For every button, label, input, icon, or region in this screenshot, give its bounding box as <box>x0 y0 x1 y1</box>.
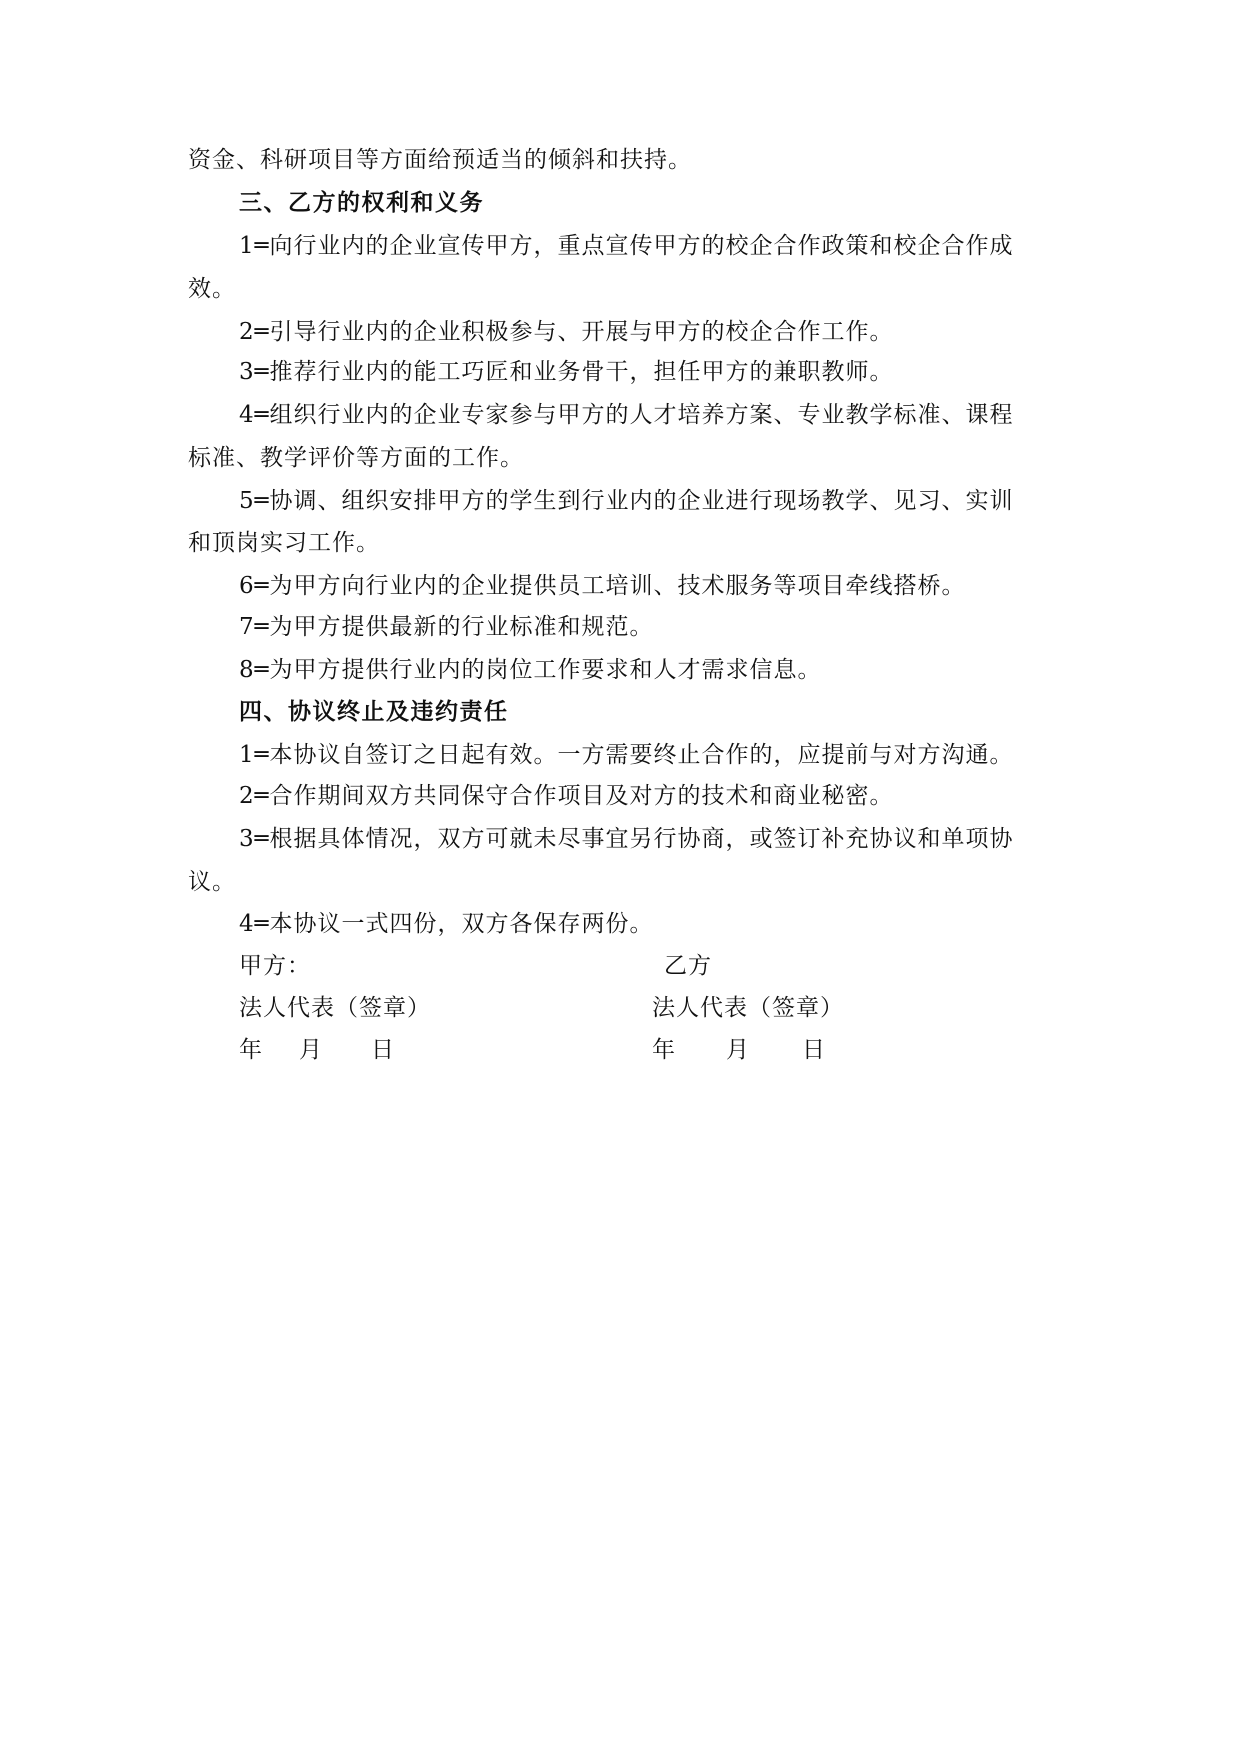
section-3-item-2: 2═引导行业内的企业积极参与、开展与甲方的校企合作工作。 <box>239 319 894 345</box>
party-a-date <box>239 1035 395 1065</box>
section-4-item-2: 2═合作期间双方共同保守合作项目及对方的技术和商业秘密。 <box>239 783 894 809</box>
section-3-item-4: 4═组织行业内的企业专家参与甲方的人才培养方案、专业教学标准、课程 <box>239 402 1014 428</box>
party-b-day: 日 <box>802 1037 826 1063</box>
party-b-date <box>652 1035 826 1065</box>
party-a-year: 年 <box>239 1037 263 1063</box>
party-b-label: 乙方 <box>664 953 712 979</box>
intro-tail-text: 资金、科研项目等方面给预适当的倾斜和扶持。 <box>188 147 692 173</box>
party-a-representative: 法人代表（签章） <box>239 995 431 1021</box>
party-a-month: 月 <box>299 1037 323 1063</box>
section-4-heading: 四、协议终止及违约责任 <box>239 699 509 725</box>
section-3-item-7: 7═为甲方提供最新的行业标准和规范。 <box>239 614 654 640</box>
party-a-day: 日 <box>371 1037 395 1063</box>
section-4-item-3-cont: 议。 <box>188 869 236 895</box>
section-3-item-4-cont: 标准、教学评价等方面的工作。 <box>188 445 524 471</box>
section-3-item-3: 3═推荐行业内的能工巧匠和业务骨干，担任甲方的兼职教师。 <box>239 359 894 385</box>
section-3-item-1: 1═向行业内的企业宣传甲方，重点宣传甲方的校企合作政策和校企合作成 <box>239 233 1014 259</box>
section-3-heading: 三、乙方的权利和义务 <box>239 190 484 216</box>
party-a-label: 甲方： <box>239 953 311 979</box>
section-3-item-1-cont: 效。 <box>188 276 236 302</box>
section-4-item-1: 1═本协议自签订之日起有效。一方需要终止合作的，应提前与对方沟通。 <box>239 742 1014 768</box>
party-b-representative: 法人代表（签章） <box>652 995 844 1021</box>
section-3-item-5-cont: 和顶岗实习工作。 <box>188 530 380 556</box>
section-3-item-6: 6═为甲方向行业内的企业提供员工培训、技术服务等项目牵线搭桥。 <box>239 573 966 599</box>
party-b-year: 年 <box>652 1037 676 1063</box>
section-4-item-3: 3═根据具体情况，双方可就未尽事宜另行协商，或签订补充协议和单项协 <box>239 826 1014 852</box>
section-4-item-4: 4═本协议一式四份，双方各保存两份。 <box>239 911 654 937</box>
section-3-item-5: 5═协调、组织安排甲方的学生到行业内的企业进行现场教学、见习、实训 <box>239 488 1014 514</box>
section-3-item-8: 8═为甲方提供行业内的岗位工作要求和人才需求信息。 <box>239 657 822 683</box>
party-b-month: 月 <box>726 1037 750 1063</box>
